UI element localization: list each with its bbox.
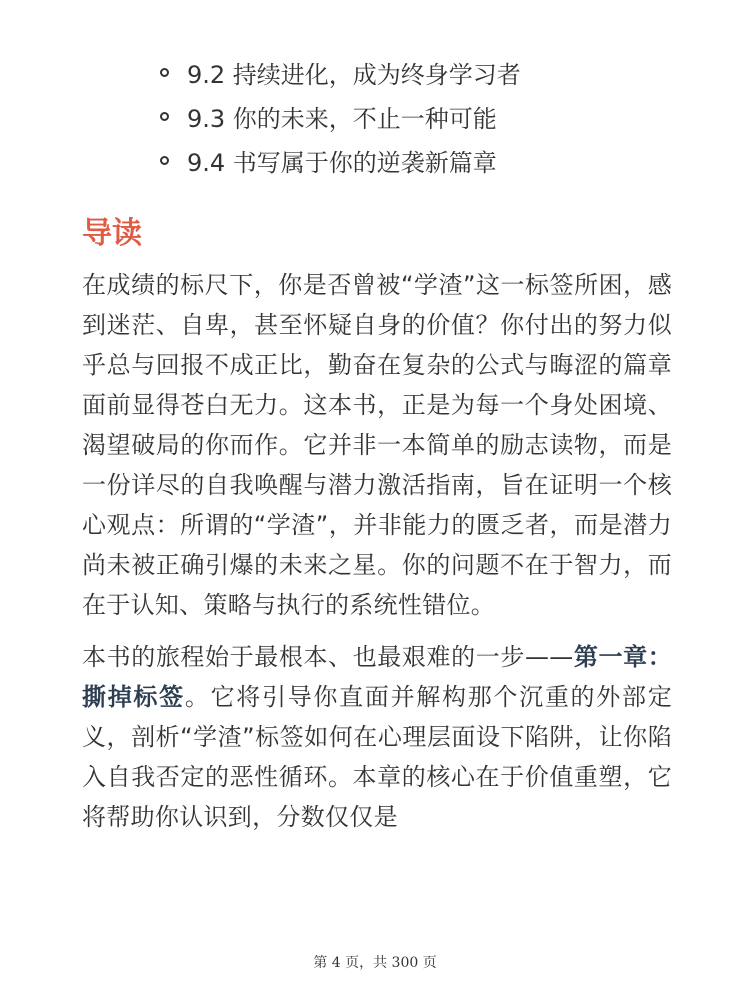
circle-bullet-icon [160,68,169,77]
section-heading: 导读 [82,216,142,251]
toc-item-label: 9.4 书写属于你的逆袭新篇章 [187,148,497,177]
circle-bullet-icon [160,112,169,121]
toc-item-label: 9.2 持续进化，成为终身学习者 [187,60,521,89]
paragraph-text: 本书的旅程始于最根本、也最艰难的一步—— [82,643,574,671]
paragraph-chapter-one [82,637,672,837]
toc-item [160,138,521,182]
toc-item [160,94,521,138]
circle-bullet-icon [160,156,169,165]
paragraph-intro: 在成绩的标尺下，你是否曾被“学渣”这一标签所困，感到迷茫、自卑，甚至怀疑自身的价值？你付出的努力似乎总与回报不成正比，勤奋在复杂的公式与晦涩的篇章面前显得苍白无力。这本书，正是为每一个身处困境、渴望破局的你而作。它并非一本简单的励志读物，而是一份详尽的自我唤醒与潜力激活指南，旨在证明一个核心观点：所谓的“学渣”，并非能力的匮乏者，而是潜力尚未被正确引爆的未来之星。你的问题不在于智力，而在于认知、策略与执行的系统性错位。 [82,271,672,619]
chapter-title-emphasis: 第一章：撕掉标签 [82,643,672,711]
body-content [82,265,672,849]
table-of-contents [160,50,521,182]
toc-item [160,50,521,94]
toc-item-label: 9.3 你的未来，不止一种可能 [187,104,497,133]
paragraph-text: 。它将引导你直面并解构那个沉重的外部定义，剖析“学渣”标签如何在心理层面设下陷阱，让你陷入自我否定的恶性循环。本章的核心在于价值重塑，它将帮助你认识到，分数仅仅是 [82,683,672,831]
page-footer: 第 4 页，共 300 页 [313,955,437,971]
